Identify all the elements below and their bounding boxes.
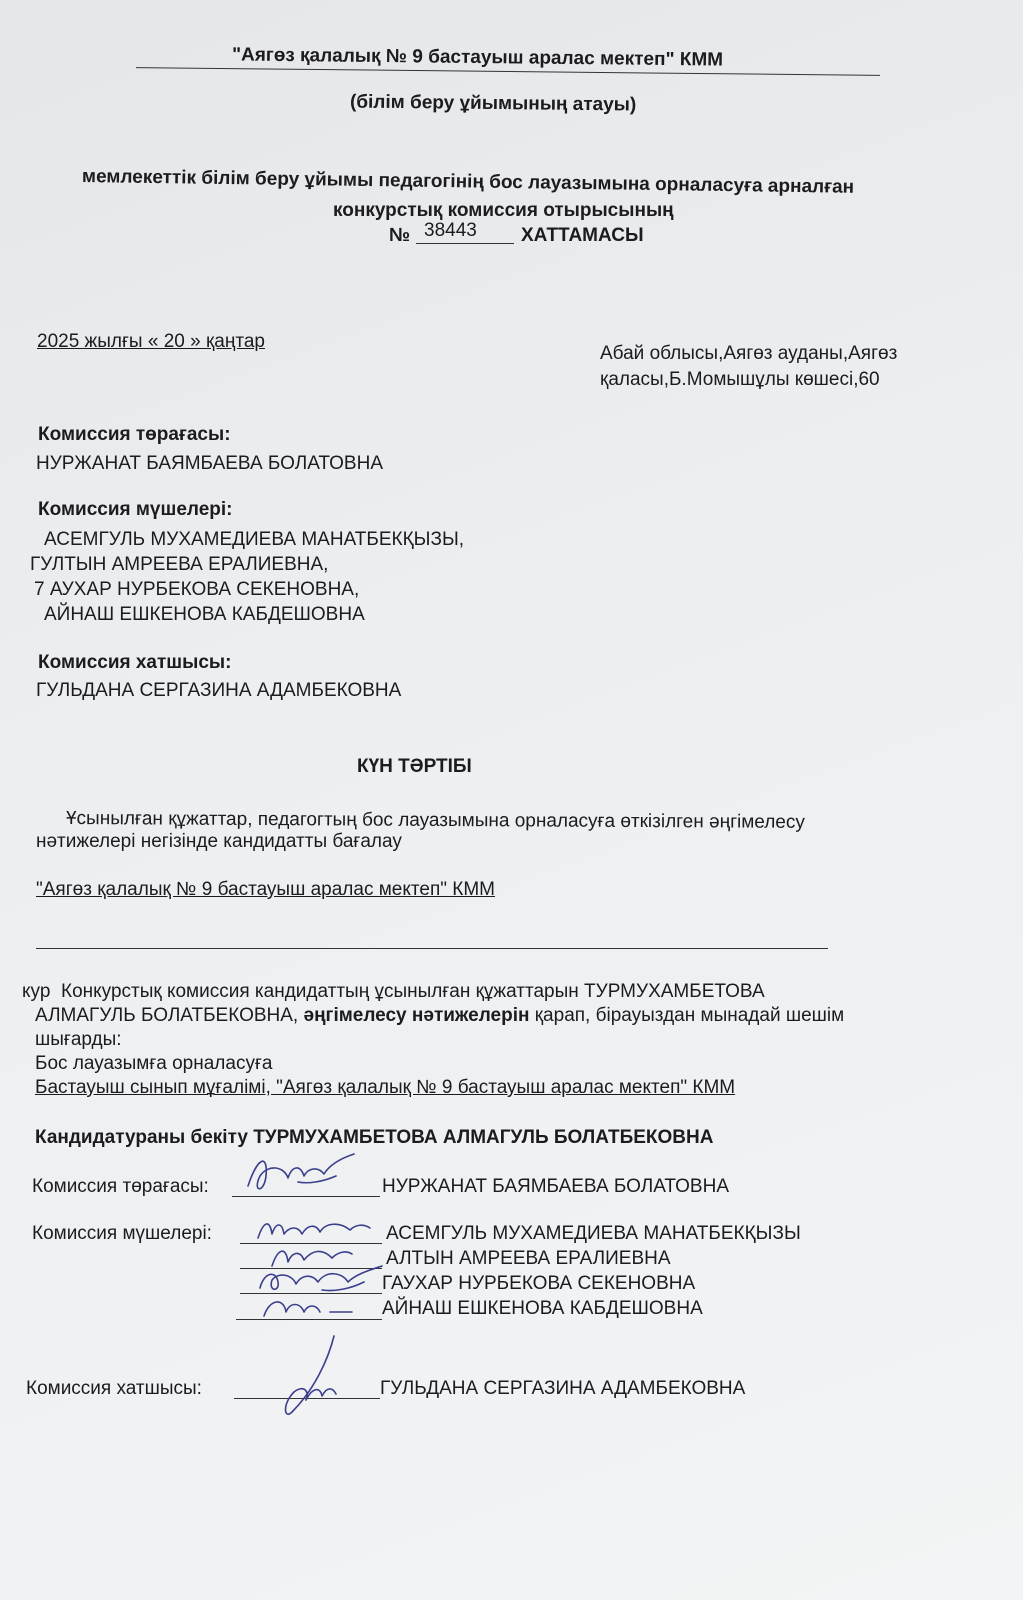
chair-signature [238, 1146, 378, 1200]
agenda-heading: КҮН ТӘРТІБІ [357, 756, 472, 777]
decision-line4: Бос лауазымға орналасуға [35, 1053, 273, 1074]
sig-chair-label: Комиссия төрағасы: [32, 1176, 209, 1197]
secretary-heading: Комиссия хатшысы: [38, 652, 232, 673]
decision-prefix: кур [22, 981, 51, 1002]
protocol-number: 38443 [424, 220, 477, 241]
decision-line2-results: әңгімелесу нәтижелерін [303, 1005, 530, 1026]
sig-member-3-name: ГАУХАР НУРБЕКОВА СЕКЕНОВНА [382, 1273, 696, 1294]
decision-line2-rest: қарап, бірауыздан мынадай шешім [529, 1005, 845, 1026]
sig-members-label: Комиссия мүшелері: [32, 1223, 212, 1244]
protocol-number-underline [416, 243, 514, 244]
sig-secretary-name: ГУЛЬДАНА СЕРГАЗИНА АДАМБЕКОВНА [380, 1378, 746, 1399]
org-name-header: "Аягөз қалалық № 9 бастауыш аралас мектеп" КММ [231, 44, 724, 71]
decision-line1: Конкурстық комиссия кандидаттың ұсынылған құжаттарын ТУРМУХАМБЕТОВА [61, 981, 765, 1002]
protocol-number-prefix: № [389, 225, 411, 246]
decision-line2-candidate: АЛМАГУЛЬ БОЛАТБЕКОВНА, [35, 1005, 304, 1026]
agenda-line1: Ұсынылған құжаттар, педагогтың бос лауазымына орналасуға өткізілген әңгімелесу [65, 808, 805, 833]
sig-chair-name: НУРЖАНАТ БАЯМБАЕВА БОЛАТОВНА [382, 1176, 730, 1197]
chair-heading: Комиссия төрағасы: [38, 424, 231, 445]
sig-member-1-name: АСЕМГУЛЬ МУХАМЕДИЕВА МАНАТБЕКҚЫЗЫ [386, 1223, 801, 1244]
address-line2: қаласы,Б.Момышұлы көшесі,60 [600, 369, 880, 390]
member-4-signature [256, 1290, 366, 1322]
member-4: АЙНАШ ЕШКЕНОВА КАБДЕШОВНА [44, 604, 365, 625]
member-2: ГУЛТЫН АМРЕЕВА ЕРАЛИЕВНА, [30, 554, 329, 575]
member-3: 7 АУХАР НУРБЕКОВА СЕКЕНОВНА, [34, 579, 360, 600]
protocol-doc-type: ХАТТАМАСЫ [521, 225, 644, 246]
candidate-approval: Кандидатураны бекіту ТУРМУХАМБЕТОВА АЛМАГУЛЬ БОЛАТБЕКОВНА [35, 1127, 714, 1148]
address-line1: Абай облысы,Аягөз ауданы,Аягөз [600, 343, 898, 364]
title-line1: мемлекеттік білім беру ұйымы педагогінің бос лауазымына орналасуға арналған [81, 166, 855, 198]
secretary-signature [270, 1330, 360, 1420]
sig-member-4-name: АЙНАШ ЕШКЕНОВА КАБДЕШОВНА [382, 1298, 703, 1319]
decision-position: Бастауыш сынып мұғалімі, "Аягөз қалалық № 9 бастауыш аралас мектеп" КММ [35, 1077, 736, 1098]
decision-line2 [35, 1004, 844, 1028]
decision-line3: шығарды: [35, 1029, 122, 1050]
sig-secretary-label: Комиссия хатшысы: [26, 1378, 202, 1399]
members-heading: Комиссия мүшелері: [38, 499, 233, 520]
org-name-caption: (білім беру ұйымының атауы) [349, 91, 637, 116]
member-1: АСЕМГУЛЬ МУХАМЕДИЕВА МАНАТБЕКҚЫЗЫ, [44, 529, 465, 550]
secretary-name: ГУЛЬДАНА СЕРГАЗИНА АДАМБЕКОВНА [36, 680, 402, 701]
agenda-blank-line [36, 948, 828, 949]
agenda-org: "Аягөз қалалық № 9 бастауыш аралас мектеп" КММ [36, 879, 495, 900]
agenda-line2: нәтижелері негізінде кандидатты бағалау [36, 831, 402, 852]
meeting-date: 2025 жылғы « 20 » қаңтар [37, 331, 265, 352]
title-line2: конкурстық комиссия отырысының [333, 200, 674, 221]
chair-name: НУРЖАНАТ БАЯМБАЕВА БОЛАТОВНА [36, 453, 384, 474]
sig-member-2-name: АЛТЫН АМРЕЕВА ЕРАЛИЕВНА [386, 1248, 671, 1269]
